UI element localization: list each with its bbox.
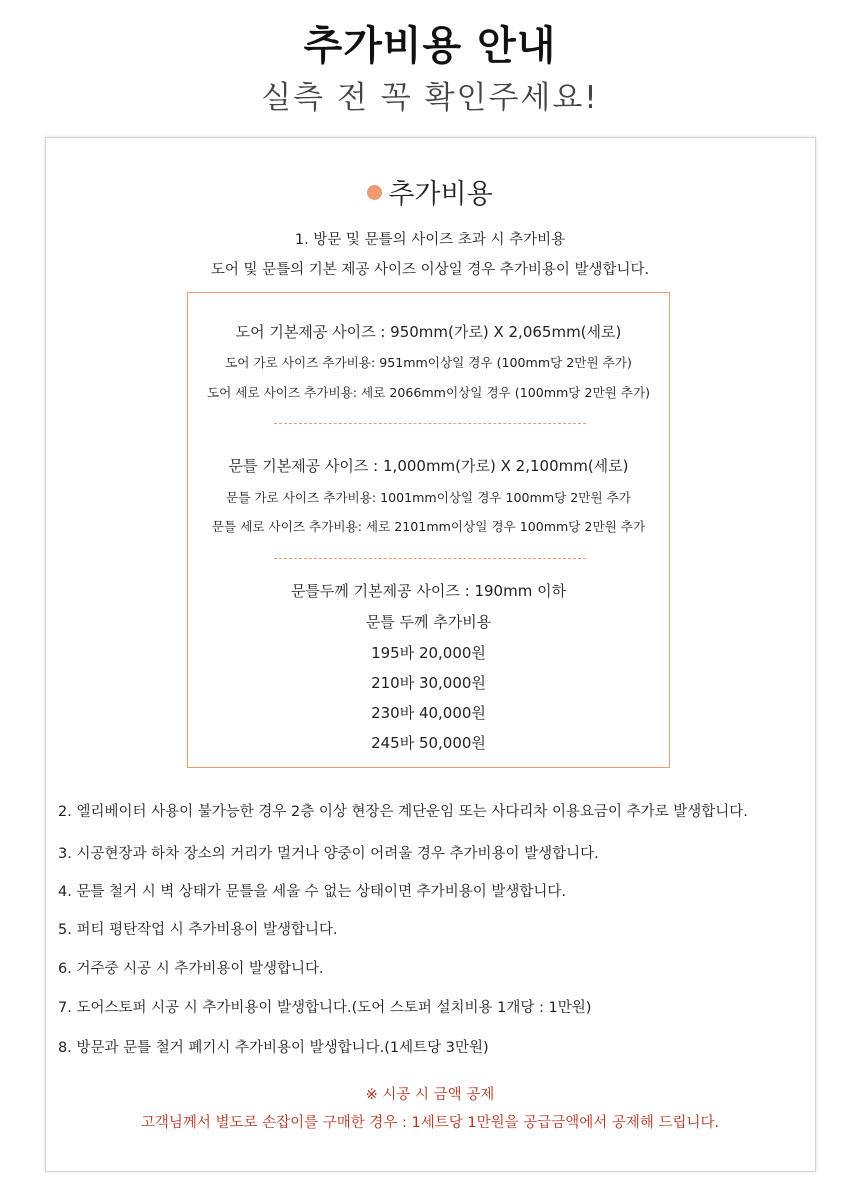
note-item: 2. 엘리베이터 사용이 불가능한 경우 2층 이상 현장은 계단운임 또는 사다리차 이용요금이 추가로 발생합니다. [58, 804, 748, 820]
door-width-fee: 도어 가로 사이즈 추가비용: 951mm이상일 경우 (100mm당 2만원 추가) [225, 355, 632, 370]
door-base-size: 도어 기본제공 사이즈 : 950mm(가로) X 2,065mm(세로) [235, 323, 622, 341]
frame-height-fee: 문틀 세로 사이즈 추가비용: 세로 2101mm이상일 경우 100mm당 2만원 추가 [211, 519, 646, 534]
intro-line-1: 1. 방문 및 문틀의 사이즈 초과 시 추가비용 [294, 232, 566, 248]
deduction-title: ※ 시공 시 금액 공제 [365, 1087, 495, 1103]
note-item: 6. 거주중 시공 시 추가비용이 발생합니다. [58, 961, 324, 977]
note-item: 7. 도어스토퍼 시공 시 추가비용이 발생합니다.(도어 스토퍼 설치비용 1개당 : 1만원) [58, 1000, 592, 1016]
intro-line-2: 도어 및 문틀의 기본 제공 사이즈 이상일 경우 추가비용이 발생합니다. [210, 262, 650, 278]
thickness-base-size: 문틀두께 기본제공 사이즈 : 190mm 이하 [290, 582, 567, 600]
door-height-fee: 도어 세로 사이즈 추가비용: 세로 2066mm이상일 경우 (100mm당 2만원 추가) [206, 385, 651, 400]
note-item: 8. 방문과 문틀 철거 폐기시 추가비용이 발생합니다.(1세트당 3만원) [58, 1040, 489, 1056]
note-item: 4. 문틀 철거 시 벽 상태가 문틀을 세울 수 없는 상태이면 추가비용이 발생합니다. [58, 884, 566, 900]
bullet-dot-icon [367, 185, 382, 200]
deduction-text: 고객님께서 별도로 손잡이를 구매한 경우 : 1세트당 1만원을 공급금액에서 공제해 드립니다. [140, 1115, 720, 1131]
note-item: 5. 퍼티 평탄작업 시 추가비용이 발생합니다. [58, 922, 338, 938]
thickness-price: 195바 20,000원 [371, 644, 486, 662]
page-title: 추가비용 안내 [303, 23, 557, 69]
thickness-price: 245바 50,000원 [371, 734, 486, 752]
frame-base-size: 문틀 기본제공 사이즈 : 1,000mm(가로) X 2,100mm(세로) [228, 457, 629, 475]
section-title-text: 추가비용 [388, 179, 493, 210]
divider [274, 558, 586, 559]
section-title [0, 172, 860, 211]
thickness-fee-label: 문틀 두께 추가비용 [365, 613, 492, 631]
thickness-price: 210바 30,000원 [371, 674, 486, 692]
frame-width-fee: 문틀 가로 사이즈 추가비용: 1001mm이상일 경우 100mm당 2만원 추가 [226, 490, 631, 505]
thickness-price: 230바 40,000원 [371, 704, 486, 722]
note-item: 3. 시공현장과 하차 장소의 거리가 멀거나 양중이 어려울 경우 추가비용이 발생합니다. [58, 846, 599, 862]
page-subtitle: 실측 전 꼭 확인주세요! [261, 80, 599, 116]
size-fee-box [187, 292, 670, 768]
divider [274, 423, 586, 424]
